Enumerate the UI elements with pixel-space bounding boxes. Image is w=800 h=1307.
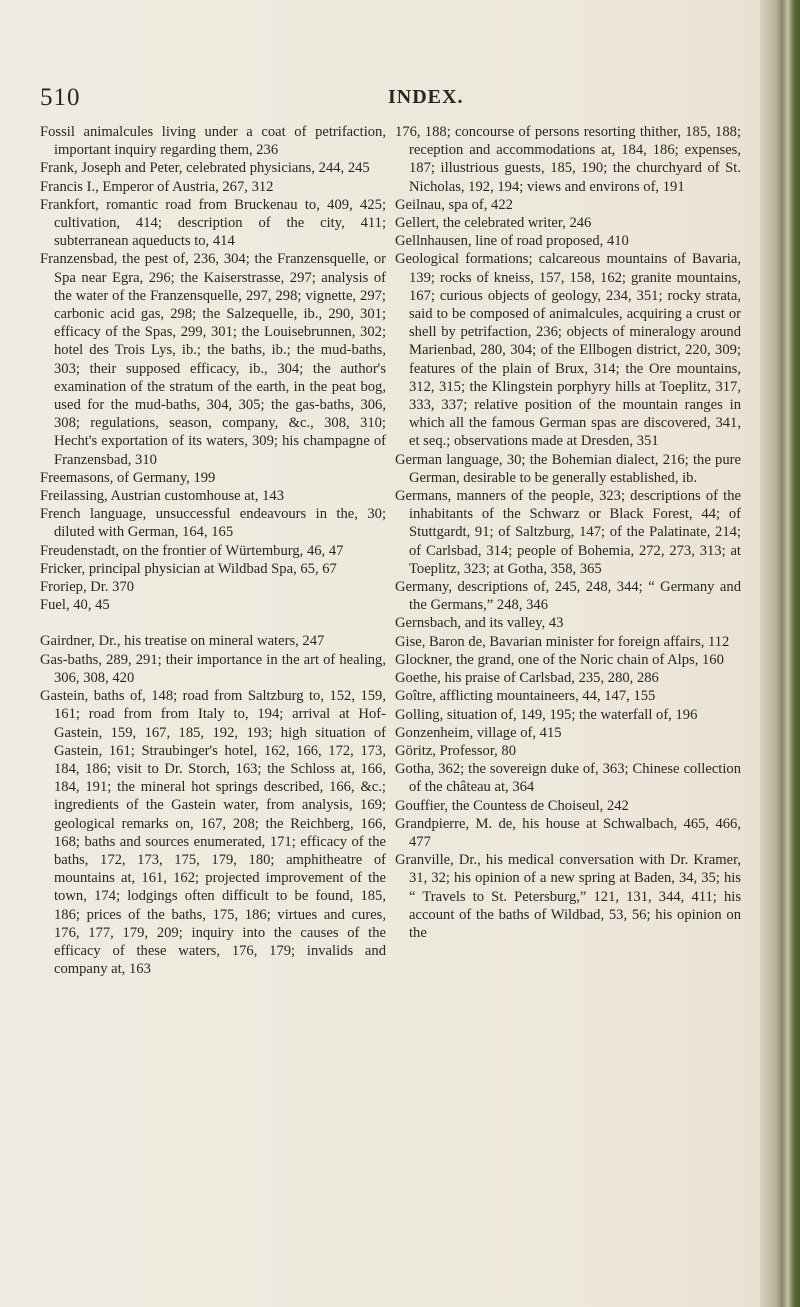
index-entry: Gas-baths, 289, 291; their importance in the art of healing, 306, 308, 420 (40, 651, 386, 686)
index-entry: Fossil animalcules living under a coat of petrifaction, important inquiry regarding them, 236 (40, 124, 386, 159)
index-entry: Gise, Baron de, Bavarian minister for foreign affairs, 112 (395, 633, 730, 650)
left-column (40, 123, 386, 978)
page-header (40, 84, 740, 114)
index-entry: Gastein, baths of, 148; road from Saltzburg to, 152, 159, 161; road from from Italy to, 194; arrival at Hof-Gastein, 159, 167, 185, 192, 193; high situation of Gastein, 161; Straubinger's hotel, 162, 166, 172, 173, 184, 186; visit to Dr. Storch, 163; the Schloss at, 166, 184, 191; the mineral hot springs described, 166, &c.; ingredients of the Gastein water, from analysis, 169; geological remarks on, 167, 208; the Reichberg, 166, 168; baths and sources enumerated, 171; efficacy of the baths, 172, 173, 175, 179, 180; amphitheatre of mountains at, 161, 162; projected improvement of the town, 174; lodgings often difficult to be found, 185, 186; prices of the baths, 175, 186; virtues and cures, 176, 177, 179, 209; inquiry into the causes of the efficacy of these waters, 176, 179; invalids and company at, 163 (40, 688, 386, 978)
index-entry: Geilnau, spa of, 422 (395, 196, 513, 213)
index-entry: Goître, afflicting mountaineers, 44, 147, 155 (395, 688, 656, 705)
index-entry: Gernsbach, and its valley, 43 (395, 615, 564, 632)
index-entry: Golling, situation of, 149, 195; the waterfall of, 196 (395, 706, 698, 723)
index-entry: Francis I., Emperor of Austria, 267, 312 (40, 178, 274, 195)
index-entry: Freemasons, of Germany, 199 (40, 469, 216, 486)
running-head: INDEX. (388, 86, 464, 108)
index-entry: Franzensbad, the pest of, 236, 304; the Franzensquelle, or Spa near Egra, 296; the Kaiserstrasse, 297; analysis of the water of the Franzensquelle, 297, 298; vignette, 297; carbonic acid gas, 298; the Salzequelle, ib., 290, 301; efficacy of the Spas, 299, 301; the Louisebrunnen, 302; hotel des Trois Lys, ib.; the baths, ib.; the mud-baths, 303; their supposed efficacy, ib., 304; the author's examination of the stratum of the earth, in the peat bog, used for the mud-baths, 304, 305; the gas-baths, 306, 308; regulations, season, company, &c., 308, 310; Hecht's exportation of its waters, 309; his champagne of Franzensbad, 310 (40, 251, 386, 468)
index-entry: Gonzenheim, village of, 415 (395, 724, 562, 741)
index-entry: Grandpierre, M. de, his house at Schwalbach, 465, 466, 477 (395, 815, 741, 850)
index-entry: Geological formations; calcareous mountains of Bavaria, 139; rocks of kneiss, 157, 158, 162; granite mountains, 167; curious objects of geology, 234, 351; rocky strata, said to be composed of animalcules, acquiring a crust or shell by petrifaction, 236; objects of mineralogy around Marienbad, 280, 304; of the Ellbogen district, 220, 309; features of the plain of Brux, 314; the Ore mountains, 312, 315; the Klingstein porphyry hills at Toeplitz, 317, 333, 337; relative position of the mountain ranges in which all the famous German spas are discovered, 341, et seq.; observations made at Dresden, 351 (395, 251, 741, 450)
page-number: 510 (40, 84, 81, 111)
index-entry: German language, 30; the Bohemian dialect, 216; the pure German, desirable to be generally established, ib. (395, 451, 741, 486)
index-entry: French language, unsuccessful endeavours in the, 30; diluted with German, 164, 165 (40, 506, 386, 541)
index-entry: Fuel, 40, 45 (40, 597, 110, 614)
page-edge (760, 0, 800, 1307)
index-entry: Freilassing, Austrian customhouse at, 143 (40, 488, 285, 505)
index-entry: Gouffier, the Countess de Choiseul, 242 (395, 797, 629, 814)
index-entry: Göritz, Professor, 80 (395, 742, 517, 759)
index-entry: Germany, descriptions of, 245, 248, 344; “ Germany and the Germans,” 248, 346 (395, 579, 741, 614)
index-entry: Germans, manners of the people, 323; descriptions of the inhabitants of the Schwarz or Black Forest, 44; of Stuttgardt, 91; of Saltzburg, 147; of the Palatinate, 214; of Carlsbad, 314; people of Bohemia, 272, 273, 313; at Toeplitz, 323; at Gotha, 358, 365 (395, 488, 741, 577)
index-entry: 176, 188; concourse of persons resorting thither, 185, 188; reception and accommodations at, 184, 186; expenses, 187; illustrious guests, 185, 190; the churchyard of St. Nicholas, 192, 194; views and environs of, 191 (395, 124, 741, 195)
index-entry: Frank, Joseph and Peter, celebrated physicians, 244, 245 (40, 160, 370, 177)
index-entry: Glockner, the grand, one of the Noric chain of Alps, 160 (395, 651, 724, 668)
index-entry: Gotha, 362; the sovereign duke of, 363; Chinese collection of the château at, 364 (395, 761, 741, 796)
index-entry: Frankfort, romantic road from Bruckenau to, 409, 425; cultivation, 414; description of the city, 411; subterranean aqueducts to, 414 (40, 196, 386, 250)
index-entry: Gairdner, Dr., his treatise on mineral waters, 247 (40, 633, 325, 650)
index-entry: Freudenstadt, on the frontier of Würtemburg, 46, 47 (40, 542, 344, 559)
index-entry: Goethe, his praise of Carlsbad, 235, 280, 286 (395, 670, 659, 687)
index-entry: Granville, Dr., his medical conversation with Dr. Kramer, 31, 32; his opinion of a new spring at Baden, 34, 35; his “ Travels to St. Petersburg,” 121, 131, 344, 411; his account of the baths of Wildbad, 53, 56; his opinion on the (395, 852, 741, 941)
index-entry: Gellert, the celebrated writer, 246 (395, 215, 592, 232)
index-entry: Gellnhausen, line of road proposed, 410 (395, 233, 629, 250)
index-entry: Fricker, principal physician at Wildbad Spa, 65, 67 (40, 560, 337, 577)
index-entry: Froriep, Dr. 370 (40, 579, 135, 596)
right-column (395, 123, 741, 942)
